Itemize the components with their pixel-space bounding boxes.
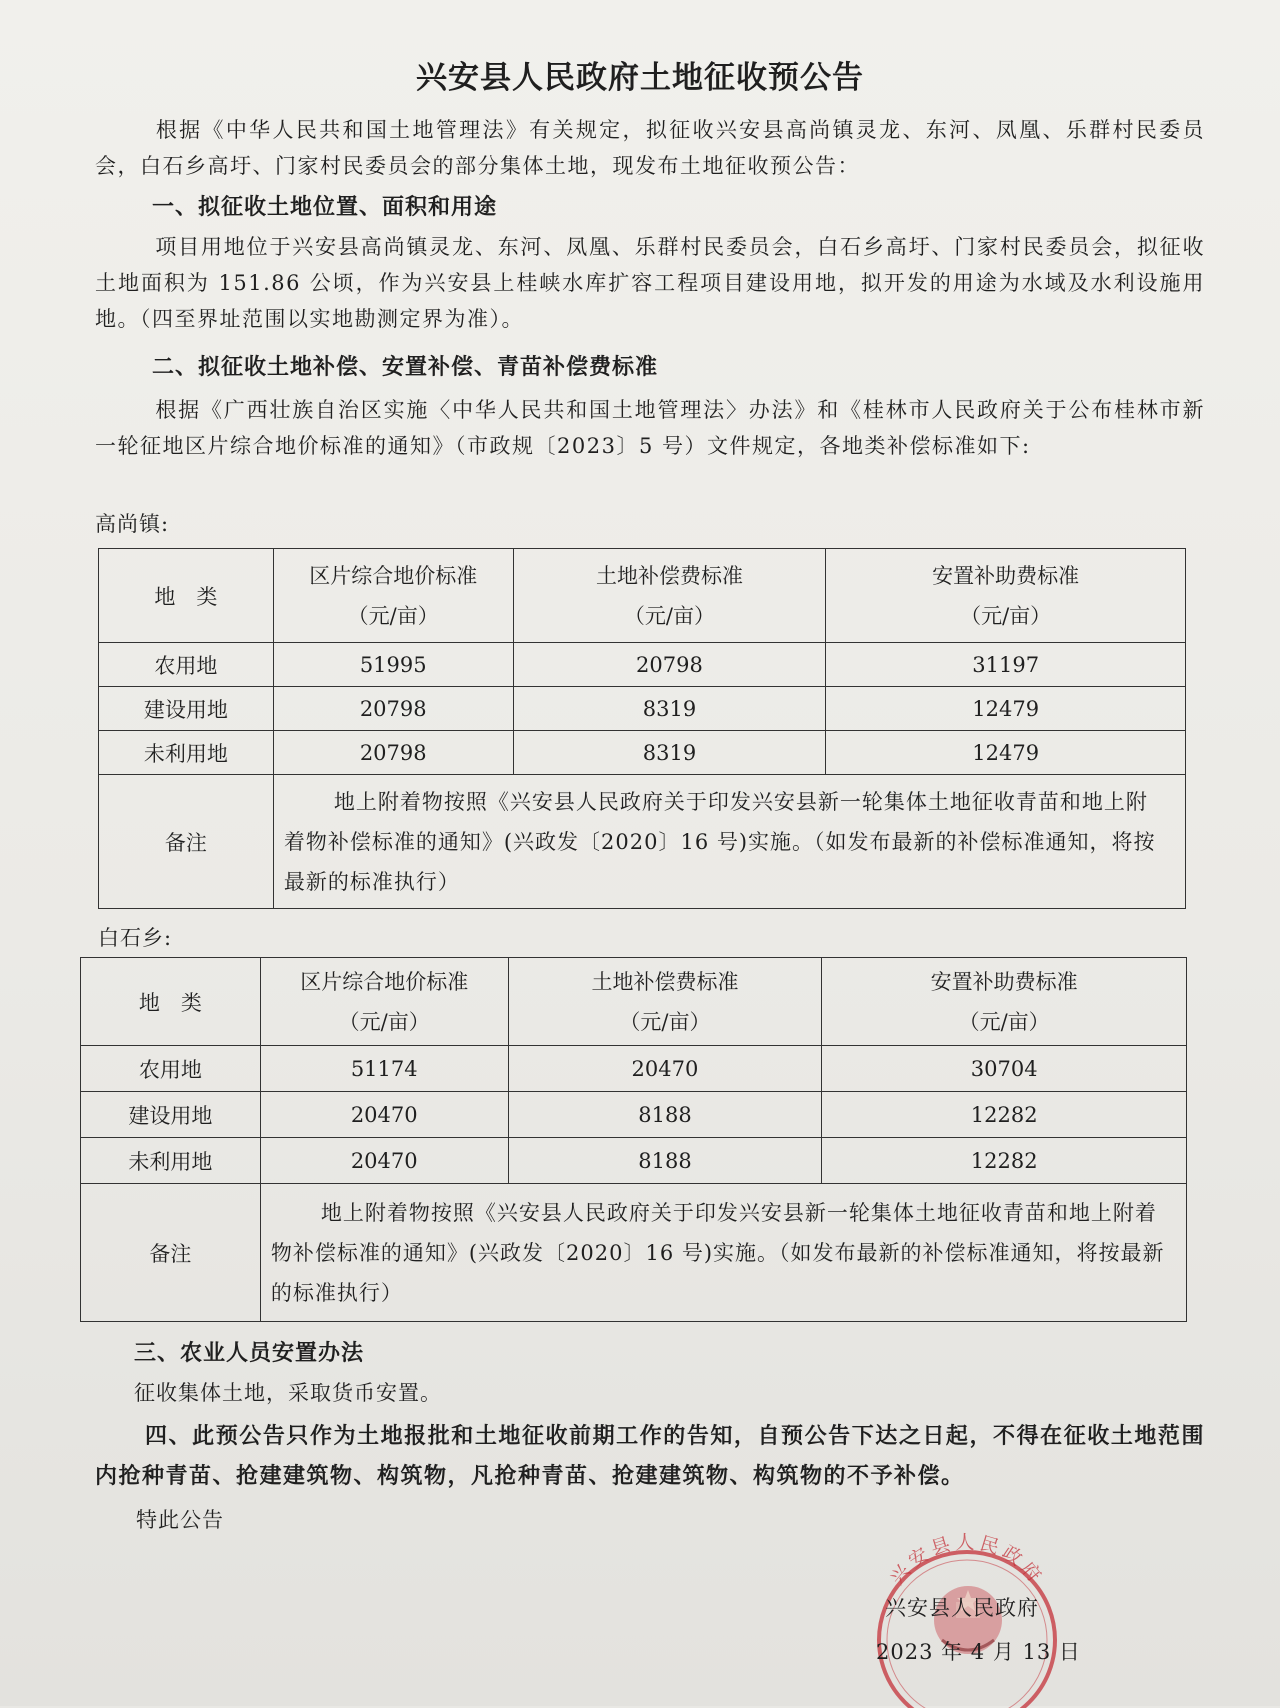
- remark-row: [81, 1184, 1187, 1322]
- header-resettlement: 安置补助费标准 （元/亩）: [822, 958, 1187, 1046]
- section2-heading: 二、拟征收土地补偿、安置补偿、青苗补偿费标准: [152, 354, 659, 380]
- table-header-row: [99, 549, 1186, 643]
- row-compensation: 8319: [513, 687, 826, 731]
- row-price: 20470: [260, 1138, 508, 1184]
- header-compensation: 土地补偿费标准 （元/亩）: [508, 958, 822, 1046]
- section1-paragraph: [95, 229, 1205, 337]
- row-resettlement: 30704: [822, 1046, 1187, 1092]
- header-type: 地 类: [99, 549, 274, 643]
- signing-date: 2023 年 4 月 13 日: [876, 1640, 1081, 1664]
- section1-heading: 一、拟征收土地位置、面积和用途: [152, 194, 498, 220]
- row-price: 20470: [260, 1092, 508, 1138]
- row-type: 农用地: [81, 1046, 261, 1092]
- section2-text: 根据《广西壮族自治区实施〈中华人民共和国土地管理法〉办法》和《桂林市人民政府关于公布桂林市新一轮征地区片综合地价标准的通知》（市政规〔2023〕5 号）文件规定，各地类补偿标准如下:: [95, 398, 1205, 458]
- remark-row: [99, 775, 1186, 909]
- row-resettlement: 12282: [822, 1138, 1187, 1184]
- remark-cell: [260, 1184, 1186, 1322]
- header-resettlement: 安置补助费标准 （元/亩）: [826, 549, 1186, 643]
- remark-label: 备注: [81, 1184, 261, 1322]
- table-header-row: [81, 958, 1187, 1046]
- gaoshang-table: [98, 548, 1186, 909]
- table-row: [99, 643, 1186, 687]
- row-type: 未利用地: [81, 1138, 261, 1184]
- row-resettlement: 12479: [826, 687, 1186, 731]
- section4-text: 四、此预公告只作为土地报批和土地征收前期工作的告知，自预公告下达之日起，不得在征收土地范围内抢种青苗、抢建建筑物、构筑物，凡抢种青苗、抢建建筑物、构筑物的不予补偿。: [95, 1423, 1205, 1489]
- intro-paragraph: [95, 112, 1205, 184]
- gaoshang-label: 高尚镇:: [95, 512, 170, 536]
- row-price: 20798: [273, 731, 513, 775]
- closing-text: 特此公告: [136, 1508, 224, 1532]
- row-compensation: 20798: [513, 643, 826, 687]
- remark-cell: [273, 775, 1185, 909]
- section2-paragraph: [95, 392, 1205, 464]
- row-type: 农用地: [99, 643, 274, 687]
- baishi-label: 白石乡:: [98, 926, 173, 950]
- remark-text: 地上附着物按照《兴安县人民政府关于印发兴安县新一轮集体土地征收青苗和地上附着物补偿标准的通知》(兴政发〔2020〕16 号)实施。（如发布最新的补偿标准通知，将按最新的标准执行）: [283, 789, 1156, 894]
- row-price: 20798: [273, 687, 513, 731]
- seal-text: 兴安县人民政府: [886, 1531, 1048, 1590]
- row-type: 建设用地: [99, 687, 274, 731]
- row-compensation: 8319: [513, 731, 826, 775]
- remark-label: 备注: [99, 775, 274, 909]
- table-row: [81, 1138, 1187, 1184]
- row-compensation: 20470: [508, 1046, 822, 1092]
- baishi-table: [80, 957, 1187, 1322]
- row-type: 未利用地: [99, 731, 274, 775]
- row-resettlement: 12282: [822, 1092, 1187, 1138]
- page-title: 兴安县人民政府土地征收预公告: [416, 60, 864, 96]
- row-resettlement: 12479: [826, 731, 1186, 775]
- section3-text: 征收集体土地，采取货币安置。: [134, 1381, 442, 1405]
- table-row: [99, 687, 1186, 731]
- row-type: 建设用地: [81, 1092, 261, 1138]
- row-compensation: 8188: [508, 1092, 822, 1138]
- section4-paragraph: [95, 1416, 1205, 1496]
- row-price: 51995: [273, 643, 513, 687]
- section3-heading: 三、农业人员安置办法: [134, 1340, 365, 1366]
- row-compensation: 8188: [508, 1138, 822, 1184]
- row-resettlement: 31197: [826, 643, 1186, 687]
- header-compensation: 土地补偿费标准 （元/亩）: [513, 549, 826, 643]
- table-row: [99, 731, 1186, 775]
- table-row: [81, 1092, 1187, 1138]
- section1-text: 项目用地位于兴安县高尚镇灵龙、东河、凤凰、乐群村民委员会，白石乡高圩、门家村民委员会，拟征收土地面积为 151.86 公顷，作为兴安县上桂峡水库扩容工程项目建设用地，拟开发的用途为水域及水利设施用地。（四至界址范围以实地勘测定界为准）。: [95, 235, 1205, 331]
- header-price: 区片综合地价标准 （元/亩）: [273, 549, 513, 643]
- signer-name: 兴安县人民政府: [885, 1596, 1039, 1620]
- table-row: [81, 1046, 1187, 1092]
- intro-text: 根据《中华人民共和国土地管理法》有关规定，拟征收兴安县高尚镇灵龙、东河、凤凰、乐群村民委员会，白石乡高圩、门家村民委员会的部分集体土地，现发布土地征收预公告：: [95, 118, 1205, 178]
- remark-text: 地上附着物按照《兴安县人民政府关于印发兴安县新一轮集体土地征收青苗和地上附着物补偿标准的通知》(兴政发〔2020〕16 号)实施。（如发布最新的补偿标准通知，将按最新的标准执行）: [270, 1200, 1165, 1305]
- header-type: 地 类: [81, 958, 261, 1046]
- header-price: 区片综合地价标准 （元/亩）: [260, 958, 508, 1046]
- row-price: 51174: [260, 1046, 508, 1092]
